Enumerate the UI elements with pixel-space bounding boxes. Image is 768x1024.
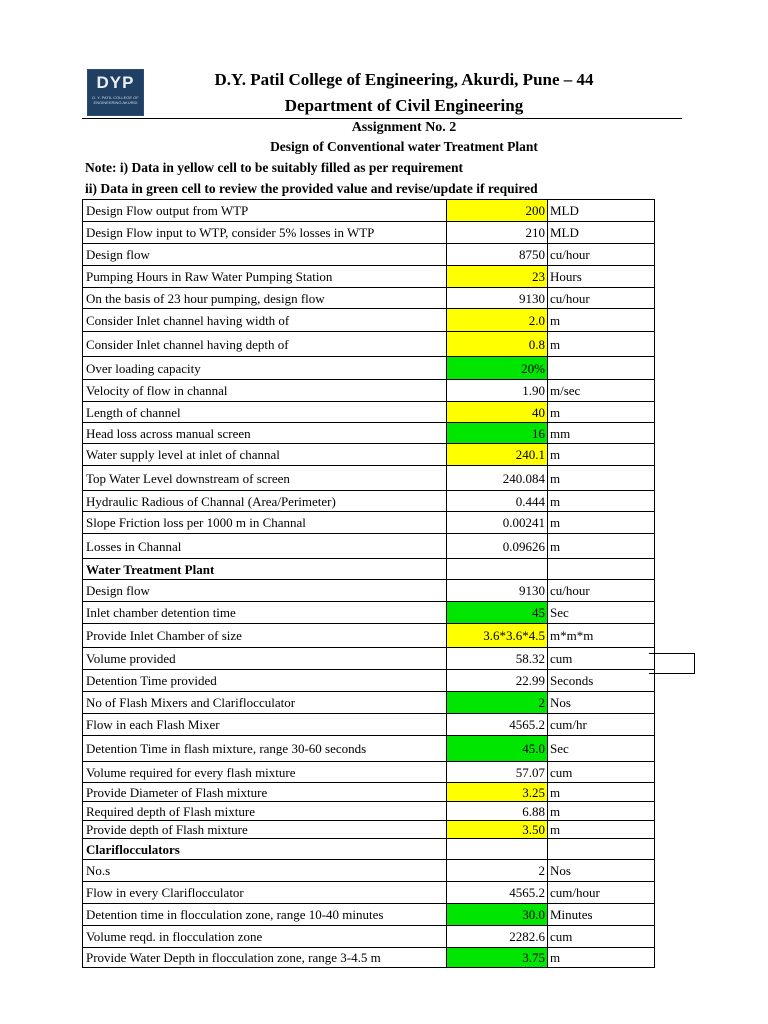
parameter-label: Clariflocculators (83, 839, 447, 860)
parameter-label: No.s (83, 860, 447, 882)
parameter-label: Detention Time in flash mixture, range 30-60 seconds (83, 736, 447, 762)
table-row (83, 624, 655, 648)
parameter-unit: Nos (548, 860, 655, 882)
parameter-label: Head loss across manual screen (83, 423, 447, 444)
parameter-value[interactable]: 45.0 (447, 736, 548, 762)
parameter-label: Design Flow output from WTP (83, 200, 447, 222)
table-row (83, 309, 655, 332)
table-row (83, 670, 655, 692)
parameter-value: 0.00241 (447, 512, 548, 534)
table-row (83, 882, 655, 904)
parameter-label: Flow in each Flash Mixer (83, 714, 447, 736)
parameter-unit: Hours (548, 266, 655, 288)
parameter-value[interactable]: 30.0 (447, 904, 548, 926)
parameter-label: Slope Friction loss per 1000 m in Channal (83, 512, 447, 534)
parameter-label: On the basis of 23 hour pumping, design flow (83, 288, 447, 309)
parameter-label: Design flow (83, 580, 447, 602)
table-row (83, 648, 655, 670)
parameter-unit: MLD (548, 200, 655, 222)
parameter-unit: Seconds (548, 670, 655, 692)
parameter-label: Over loading capacity (83, 357, 447, 380)
parameter-value (447, 839, 548, 860)
table-row (83, 244, 655, 266)
table-row (83, 288, 655, 309)
parameter-label: Provide Water Depth in flocculation zone, range 3-4.5 m (83, 948, 447, 968)
parameter-value[interactable]: 3.50 (447, 821, 548, 839)
parameter-value[interactable]: 3.75 (447, 948, 548, 968)
header-divider (82, 118, 682, 119)
parameter-label: Water supply level at inlet of channal (83, 444, 447, 466)
parameter-unit: m (548, 783, 655, 802)
parameter-label: Consider Inlet channel having width of (83, 309, 447, 332)
parameter-value: 240.084 (447, 466, 548, 491)
parameter-value: 2 (447, 860, 548, 882)
parameter-unit: m (548, 466, 655, 491)
table-row (83, 580, 655, 602)
parameter-unit (548, 839, 655, 860)
parameter-value[interactable]: 23 (447, 266, 548, 288)
parameter-unit: m (548, 802, 655, 821)
note-green: ii) Data in green cell to review the provided value and revise/update if required (85, 181, 538, 196)
parameter-label: Volume required for every flash mixture (83, 762, 447, 783)
parameter-value[interactable]: 200 (447, 200, 548, 222)
parameter-unit: m (548, 491, 655, 512)
parameter-unit: cum/hour (548, 882, 655, 904)
table-row (83, 559, 655, 580)
table-row (83, 357, 655, 380)
parameter-unit: MLD (548, 222, 655, 244)
parameter-unit: m (548, 309, 655, 332)
table-row (83, 839, 655, 860)
parameter-unit: cum/hr (548, 714, 655, 736)
parameter-label: Provide Inlet Chamber of size (83, 624, 447, 648)
parameter-value: 8750 (447, 244, 548, 266)
table-row (83, 762, 655, 783)
parameter-unit: Minutes (548, 904, 655, 926)
table-row (83, 332, 655, 357)
parameter-value: 9130 (447, 580, 548, 602)
parameter-label: Volume reqd. in flocculation zone (83, 926, 447, 948)
parameter-unit: cum (548, 926, 655, 948)
table-row (83, 200, 655, 222)
parameter-label: Provide Diameter of Flash mixture (83, 783, 447, 802)
parameter-label: Velocity of flow in channal (83, 380, 447, 402)
parameter-value[interactable]: 40 (447, 402, 548, 423)
table-row (83, 926, 655, 948)
parameter-label: Volume provided (83, 648, 447, 670)
table-row (83, 904, 655, 926)
table-row (83, 821, 655, 839)
empty-cell (649, 653, 695, 674)
parameter-label: Consider Inlet channel having depth of (83, 332, 447, 357)
table-row (83, 380, 655, 402)
parameter-value: 0.09626 (447, 534, 548, 559)
subject-title: Design of Conventional water Treatment Plant (270, 139, 538, 154)
table-row (83, 491, 655, 512)
parameter-label: Detention Time provided (83, 670, 447, 692)
department-name: Department of Civil Engineering (284, 96, 524, 115)
table-row (83, 802, 655, 821)
parameter-value[interactable]: 16 (447, 423, 548, 444)
parameter-value (447, 559, 548, 580)
table-row (83, 736, 655, 762)
parameter-value: 2282.6 (447, 926, 548, 948)
design-table (82, 199, 655, 968)
parameter-unit: cu/hour (548, 580, 655, 602)
parameter-value[interactable]: 0.8 (447, 332, 548, 357)
parameter-unit: Nos (548, 692, 655, 714)
parameter-label: Flow in every Clariflocculator (83, 882, 447, 904)
table-row (83, 222, 655, 244)
parameter-unit: Sec (548, 602, 655, 624)
parameter-label: Design flow (83, 244, 447, 266)
logo-text: DYP (96, 73, 135, 92)
parameter-label: Losses in Channal (83, 534, 447, 559)
parameter-value: 58.32 (447, 648, 548, 670)
parameter-value[interactable]: 3.25 (447, 783, 548, 802)
parameter-unit: cum (548, 648, 655, 670)
logo-subtext: D. Y. PATIL COLLEGE OF ENGINEERING AKURDI (92, 95, 139, 105)
table-row (83, 402, 655, 423)
college-name: D.Y. Patil College of Engineering, Akurdi, Pune – 44 (214, 70, 594, 89)
parameter-unit: cu/hour (548, 244, 655, 266)
parameter-label: Inlet chamber detention time (83, 602, 447, 624)
parameter-unit: Sec (548, 736, 655, 762)
parameter-unit: m (548, 821, 655, 839)
parameter-unit: m (548, 512, 655, 534)
parameter-value: 22.99 (447, 670, 548, 692)
parameter-label: Required depth of Flash mixture (83, 802, 447, 821)
parameter-value: 57.07 (447, 762, 548, 783)
parameter-unit: m (548, 534, 655, 559)
parameter-label: Top Water Level downstream of screen (83, 466, 447, 491)
table-row (83, 692, 655, 714)
parameter-label: Provide depth of Flash mixture (83, 821, 447, 839)
parameter-value[interactable]: 3.6*3.6*4.5 (447, 624, 548, 648)
table-row (83, 444, 655, 466)
parameter-label: Detention time in flocculation zone, range 10-40 minutes (83, 904, 447, 926)
note-yellow: Note: i) Data in yellow cell to be suitably filled as per requirement (85, 160, 463, 175)
parameter-unit: m (548, 402, 655, 423)
parameter-value: 6.88 (447, 802, 548, 821)
table-row (83, 714, 655, 736)
parameter-label: Water Treatment Plant (83, 559, 447, 580)
parameter-unit: cum (548, 762, 655, 783)
parameter-label: Hydraulic Radious of Channal (Area/Perimeter) (83, 491, 447, 512)
parameter-value: 1.90 (447, 380, 548, 402)
parameter-value: 9130 (447, 288, 548, 309)
parameter-value[interactable]: 240.1 (447, 444, 548, 466)
table-row (83, 602, 655, 624)
parameter-unit: m (548, 444, 655, 466)
parameter-unit: mm (548, 423, 655, 444)
parameter-label: No of Flash Mixers and Clariflocculator (83, 692, 447, 714)
parameter-value: 4565.2 (447, 882, 548, 904)
table-row (83, 948, 655, 968)
parameter-value[interactable]: 45 (447, 602, 548, 624)
parameter-unit (548, 559, 655, 580)
parameter-label: Length of channel (83, 402, 447, 423)
parameter-value: 4565.2 (447, 714, 548, 736)
parameter-value[interactable]: 2 (447, 692, 548, 714)
parameter-value[interactable]: 2.0 (447, 309, 548, 332)
document-header (0, 0, 768, 200)
parameter-unit (548, 357, 655, 380)
table-row (83, 860, 655, 882)
table-row (83, 466, 655, 491)
parameter-value: 210 (447, 222, 548, 244)
table-row (83, 783, 655, 802)
parameter-label: Pumping Hours in Raw Water Pumping Station (83, 266, 447, 288)
parameter-value: 0.444 (447, 491, 548, 512)
parameter-unit: m (548, 948, 655, 968)
parameter-unit: m/sec (548, 380, 655, 402)
table-row (83, 534, 655, 559)
parameter-unit: m*m*m (548, 624, 655, 648)
table-row (83, 266, 655, 288)
parameter-value[interactable]: 20% (447, 357, 548, 380)
table-row (83, 423, 655, 444)
table-row (83, 512, 655, 534)
parameter-unit: cu/hour (548, 288, 655, 309)
parameter-label: Design Flow input to WTP, consider 5% losses in WTP (83, 222, 447, 244)
assignment-title: Assignment No. 2 (351, 120, 457, 135)
parameter-unit: m (548, 332, 655, 357)
